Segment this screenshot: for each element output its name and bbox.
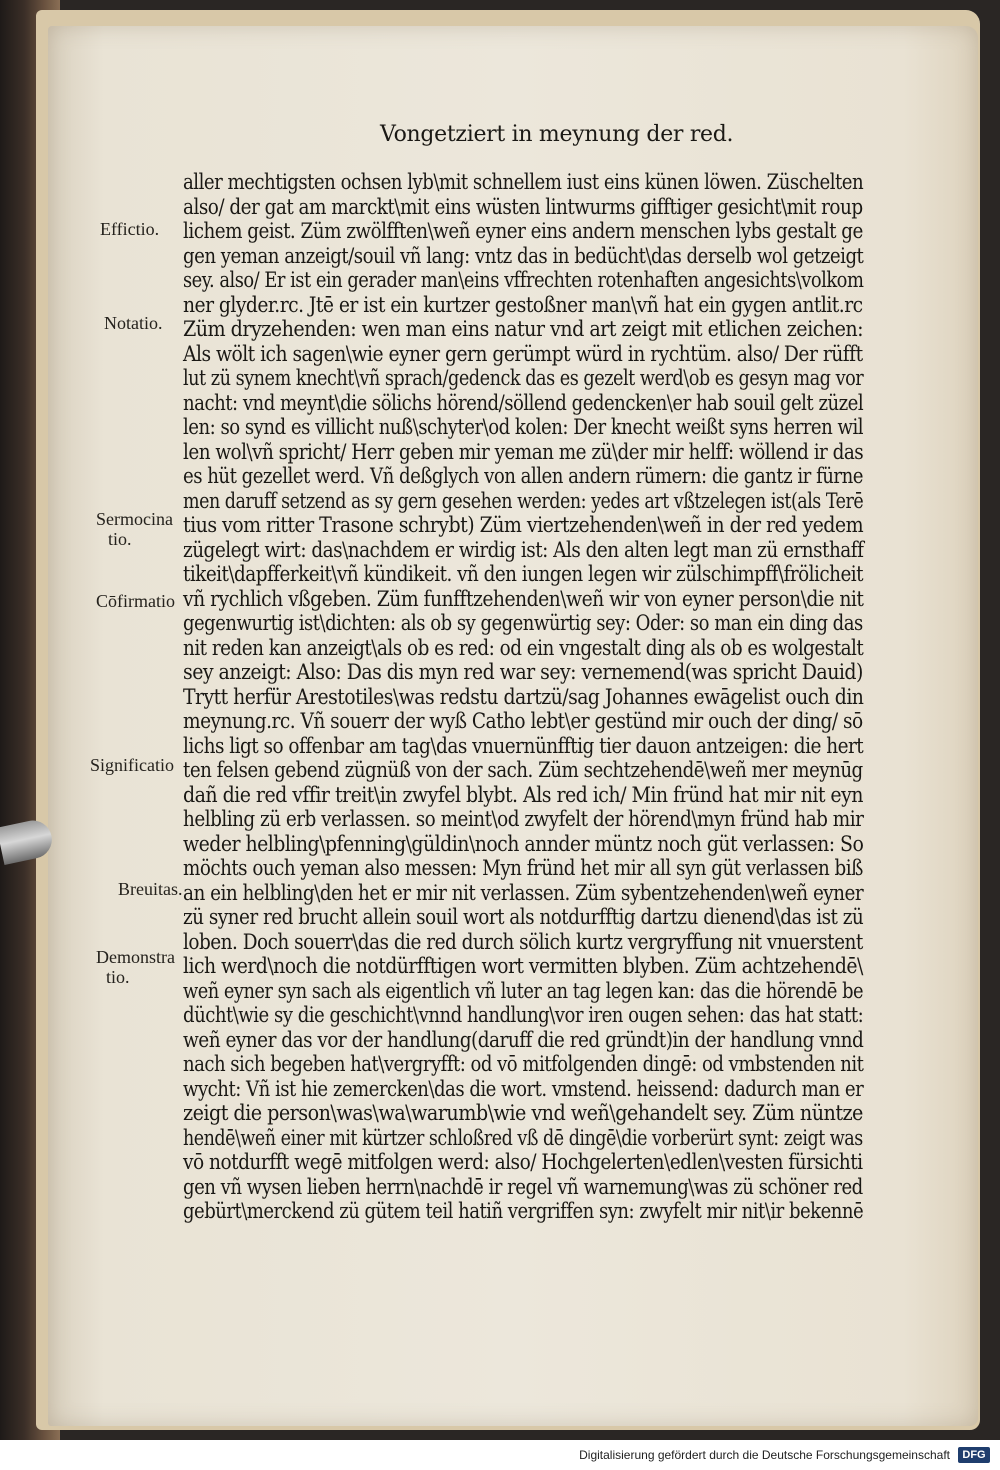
margin-note: Notatio. (104, 313, 163, 333)
text-line: gegenwurtig ist\dichten: als ob sy gegenwürtig sey: Oder: so man ein ding das (183, 611, 863, 635)
text-line: es hüt gezellet werd. Vñ deßglych von allen andern rümern: die gantz ir fürne (183, 464, 863, 488)
text-line: lich werd\noch die notdürfftigen wort vermitten blyben. Züm achtzehendē\ (183, 954, 863, 978)
text-line: men daruff setzend as sy gern gesehen werden: yedes art vßtzelegen ist(als Terē (183, 488, 864, 513)
text-line: aller mechtigsten ochsen lyb\mit schnellem iust eins künen löwen. Züschelten (183, 170, 864, 194)
text-line: wycht: Vñ ist hie zemercken\das die wort. vmstend. heissend: dadurch man er (183, 1076, 864, 1101)
text-line: dücht\wie sy die geschicht\vnnd handlung\vor iren ougen sehen: das hat statt: (183, 1003, 864, 1027)
text-line: vñ rychlich vßgeben. Züm funfftzehenden\weñ wir von eyner person\die nit (183, 586, 864, 611)
text-line: tikeit\dapfferkeit\vñ kündikeit. vñ den iungen legen wir zülschimpff\frölicheit (183, 562, 864, 586)
text-line: weñ eyner das vor der handlung(daruff die red gründt)in der handlung vnnd (183, 1027, 864, 1052)
text-line: dañ die red vffir treit\in zwyfel blybt. Als red ich/ Min fründ hat mir nit eyn (183, 782, 863, 807)
text-line: Züm dryzehenden: wen man eins natur vnd art zeigt mit etlichen zeichen: (183, 317, 864, 341)
text-line: ten felsen gebend zügnüß von der sach. Züm sechtzehendē\weñ mer meynūg (183, 758, 863, 782)
text-line: helbling zü erb verlassen. so meint\od zwyfelt der hörend\myn fründ hab mir (183, 807, 864, 831)
text-line: nach sich begeben hat\vergryfft: od vō mitfolgenden dingē: od vmbstenden nit (183, 1052, 864, 1076)
margin-note: Significatio (90, 755, 174, 775)
text-line: lichem geist. Züm zwölfften\weñ eyner eins andern menschen lybs gestalt ge (183, 219, 863, 243)
text-line: Als wölt ich sagen\wie eyner gern gerümpt würd in rychtüm. also/ Der rüfft (183, 341, 863, 366)
text-line: lichs ligt so offenbar am tag\das vnuernünfftig tier dauon antzeigen: die hert (183, 733, 864, 758)
margin-note: tio. (106, 967, 130, 987)
text-line: möchts ouch yeman also messen: Myn fründ het mir all syn güt verlassen biß (183, 856, 863, 880)
text-line: gebürt\merckend zü gütem teil hatiñ vergriffen syn: zwyfelt mir nit\ir bekennē (183, 1199, 864, 1223)
text-line: meynung.rc. Vñ souerr der wyß Catho lebt\er gestünd mir ouch der ding/ sō (183, 709, 863, 733)
text-line: nacht: vnd meynt\die sölichs hörend/söllend gedencken\er hab souil gelt züzel (183, 390, 864, 415)
text-line: zü syner red brucht allein souil wort als notdurfftig dartzu dienend\das ist zü (183, 905, 864, 929)
footer-credit: Digitalisierung gefördert durch die Deutsche Forschungsgemeinschaft (579, 1448, 950, 1462)
text-line: sey. also/ Er ist ein gerader man\eins vffrechten rotenhaften angesichts\volkom (183, 268, 864, 292)
text-line: zeigt die person\was\wa\warumb\wie vnd weñ\gehandelt sey. Züm nüntze (183, 1101, 863, 1125)
text-line: loben. Doch souerr\das die red durch sölich kurtz vergryffung nit vnuerstent (183, 929, 863, 954)
margin-note: Demonstra (96, 947, 175, 967)
margin-note: Sermocina (96, 509, 173, 529)
text-line: also/ der gat am marckt\mit eins wüsten lintwurms gifftiger gesicht\mit roup (183, 194, 863, 219)
text-line: weñ eyner syn sach als eigentlich vñ luter an tag legen kan: das die hörendē be (183, 978, 863, 1003)
text-line: vō notdurfft wegē mitfolgen werd: also/ Hochgelerten\edlen\vesten fürsichti (183, 1150, 863, 1174)
text-line: nit reden kan anzeigt\als ob es red: od ein vngestalt ding als ob es wolgestalt (183, 635, 864, 660)
text-line: hendē\weñ einer mit kürtzer schloßred vß dē dingē\die vorberürt synt: zeigt was (183, 1125, 863, 1150)
text-line: an ein helbling\den het er mir nit verlassen. Züm sybentzehenden\weñ eyner (183, 880, 864, 905)
page-heading: Vongetziert in meynung der red. (380, 122, 734, 147)
text-line: gen yeman anzeigt/souil vñ lang: vntz das in bedücht\das derselb wol getzeigt (183, 243, 864, 268)
text-line: tius vom ritter Trasone schrybt) Züm viertzehenden\weñ in der red yedem (183, 513, 864, 537)
text-line: lut zü synem knecht\vñ sprach/gedenck das es gezelt werd\ob es gesyn mag vor (183, 366, 864, 390)
margin-note: tio. (108, 529, 132, 549)
text-line: len: so synd es villicht nuß\schyter\od kolen: Der knecht weißt syns herren wil (183, 415, 864, 439)
margin-note: Breuitas. (118, 879, 183, 899)
margin-note: Cōfirmatio (96, 591, 175, 611)
text-line: weder helbling\pfenning\güldin\noch annder müntz noch güt verlassen: So (183, 831, 864, 856)
text-line: zügelegt wirt: das\nachdem er wirdig ist: Als den alten legt man zü ernsthaff (183, 537, 864, 562)
text-line: ner glyder.rc. Jtē er ist ein kurtzer gestoßner man\vñ hat ein gygen antlit.rc (183, 292, 863, 317)
text-line: Trytt herfür Arestotiles\was redstu dartzü/sag Johannes ewāgelist ouch din (183, 684, 864, 709)
dfg-logo: DFG (958, 1447, 990, 1463)
text-line: gen vñ wysen lieben herrn\nachdē ir regel vñ warnemung\was zü schöner red (183, 1174, 863, 1199)
text-line: sey anzeigt: Also: Das dis myn red war sey: vernemend(was spricht Dauid) (183, 660, 863, 684)
text-line: len wol\vñ spricht/ Herr geben mir yeman me zü\der mir helff: wöllend ir das (183, 439, 864, 464)
footer-bar (0, 1440, 1000, 1470)
margin-note: Effictio. (100, 219, 160, 239)
